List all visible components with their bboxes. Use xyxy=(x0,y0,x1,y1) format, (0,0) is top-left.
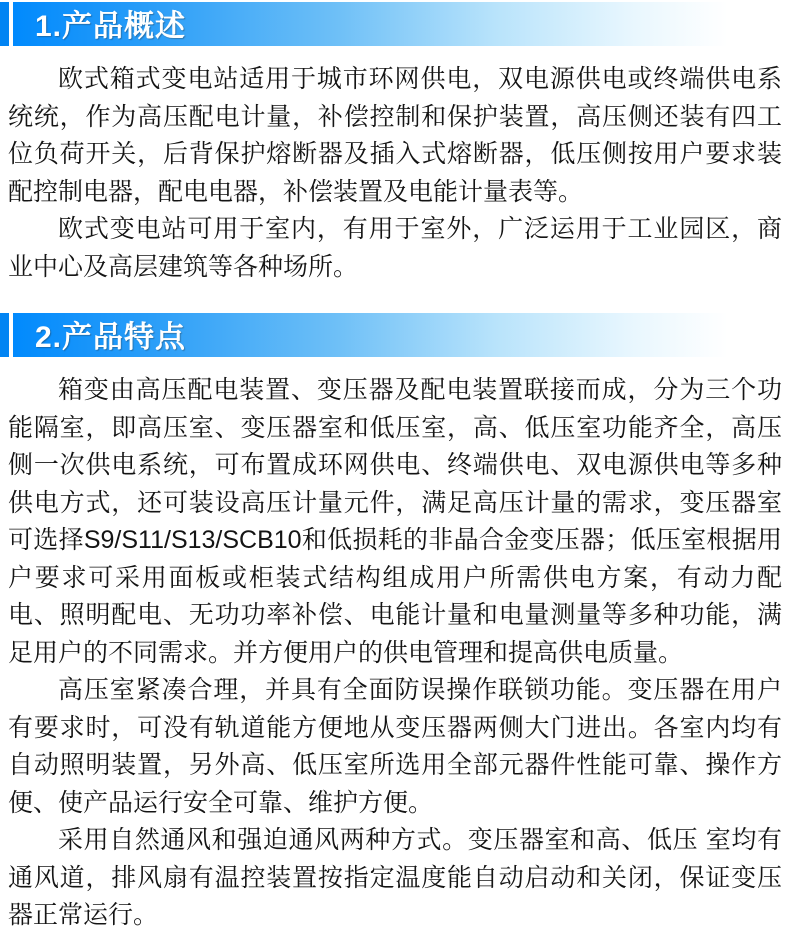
section-overview xyxy=(0,2,790,313)
features-paragraph-1: 箱变由高压配电装置、变压器及配电装置联接而成，分为三个功能隔室，即高压室、变压器室和低压室，高、低压室功能齐全，高压侧一次供电系统，可布置成环网供电、终端供电、双电源供电等多种供电方式，还可装设高压计量元件，满足高压计量的需求，变压器室可选择S9/S11/S13/SCB10和低损耗的非晶合金变压器；低压室根据用户要求可采用面板或柜装式结构组成用户所需供电方案，有动力配电、照明配电、无功功率补偿、电能计量和电量测量等多种功能，满足用户的不同需求。并方便用户的供电管理和提高供电质量。 xyxy=(8,376,782,667)
section-overview-header xyxy=(0,2,790,46)
banner-accent-square xyxy=(0,2,9,46)
section-features xyxy=(0,313,790,947)
overview-paragraph-1: 欧式箱式变电站适用于城市环网供电，双电源供电或终端供电系统统，作为高压配电计量，补偿控制和保护装置，高压侧还装有四工位负荷开关，后背保护熔断器及插入式熔断器，低压侧按用户要求装配控制电器，配电电器，补偿装置及电能计量表等。 xyxy=(8,65,782,206)
section-features-header xyxy=(0,313,790,357)
features-paragraph-3: 采用自然通风和强迫通风两种方式。变压器室和高、低压 室均有通风道，排风扇有温控装置按指定温度能自动启动和关闭，保证变压器正常运行。 xyxy=(8,826,782,929)
banner-gradient-bar xyxy=(13,2,790,46)
banner-accent-square xyxy=(0,313,9,357)
section-overview-body xyxy=(0,46,790,313)
section-features-title: 2.产品特点 xyxy=(35,321,187,354)
section-overview-title: 1.产品概述 xyxy=(35,10,187,43)
banner-gradient-bar xyxy=(13,313,790,357)
section-features-body xyxy=(0,357,790,947)
features-paragraph-2: 高压室紧凑合理，并具有全面防误操作联锁功能。变压器在用户有要求时，可没有轨道能方便地从变压器两侧大门进出。各室内均有自动照明装置，另外高、低压室所选用全部元器件性能可靠、操作方便、使产品运行安全可靠、维护方便。 xyxy=(8,676,782,817)
overview-paragraph-2: 欧式变电站可用于室内，有用于室外，广泛运用于工业园区，商业中心及高层建筑等各种场所。 xyxy=(8,215,782,281)
